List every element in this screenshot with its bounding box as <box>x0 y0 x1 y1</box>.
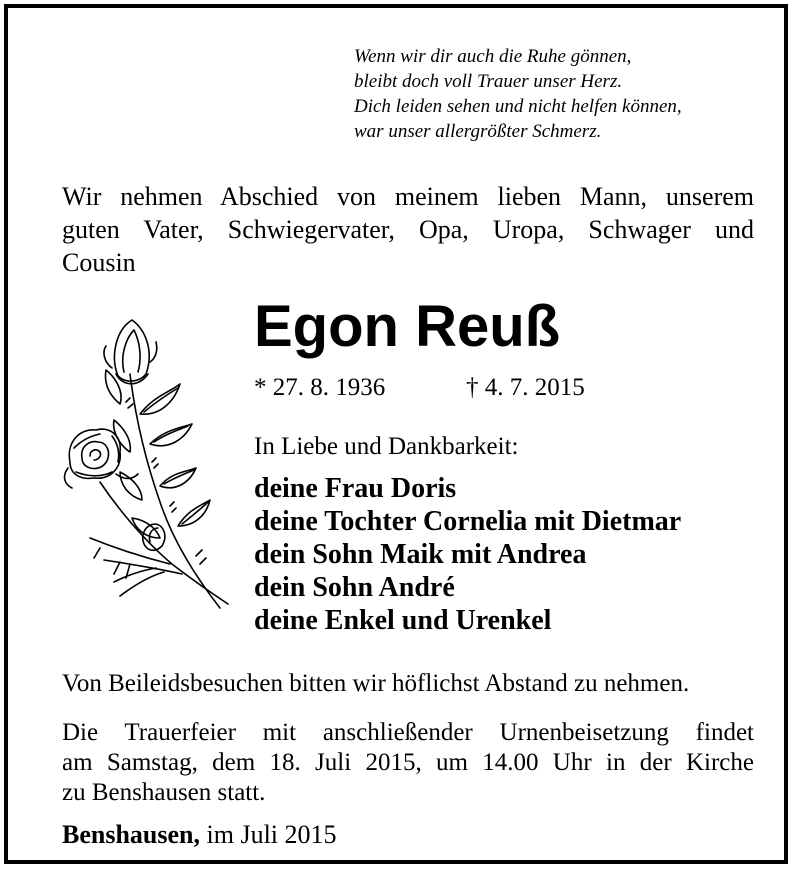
deceased-name: Egon Reuß <box>254 294 561 359</box>
mourner: deine Enkel und Urenkel <box>254 605 552 636</box>
mourner: dein Sohn Maik mit Andrea <box>254 539 587 570</box>
obituary-frame <box>4 4 788 864</box>
thanks-line: In Liebe und Dankbarkeit: <box>254 433 519 460</box>
poem-line: war unser allergrößter Schmerz. <box>354 121 602 142</box>
birth-date: * 27. 8. 1936 <box>254 374 386 401</box>
mourner: deine Tochter Cornelia mit Dietmar <box>254 506 682 537</box>
service-line: zu Benshausen statt. <box>62 779 266 806</box>
signature-place: Benshausen, <box>62 820 200 849</box>
service-line: Die Trauerfeier mit anschließender Urnenbeisetzung findet <box>62 719 754 746</box>
intro-line: Wir nehmen Abschied von meinem lieben Mann, unserem <box>62 182 754 211</box>
service-details <box>62 718 754 808</box>
death-date: † 4. 7. 2015 <box>466 374 585 401</box>
poem-line: bleibt doch voll Trauer unser Herz. <box>354 71 623 92</box>
signature-line <box>62 820 337 850</box>
mourner: deine Frau Doris <box>254 473 457 504</box>
poem-line: Wenn wir dir auch die Ruhe gönnen, <box>354 46 632 67</box>
intro-text <box>62 180 754 279</box>
poem-line: Dich leiden sehen und nicht helfen können, <box>354 96 682 117</box>
condolence-notice: Von Beileidsbesuchen bitten wir höflichst Abstand zu nehmen. <box>62 670 690 697</box>
service-line: am Samstag, dem 18. Juli 2015, um 14.00 Uhr in der Kirche <box>62 749 754 776</box>
intro-line: guten Vater, Schwiegervater, Opa, Uropa, Schwager und <box>62 215 754 244</box>
rose-icon <box>60 312 238 612</box>
mourners-list <box>254 472 681 637</box>
intro-line: Cousin <box>62 248 136 277</box>
signature-date: im Juli 2015 <box>206 820 337 849</box>
mourner: dein Sohn André <box>254 572 455 603</box>
poem <box>354 44 774 144</box>
